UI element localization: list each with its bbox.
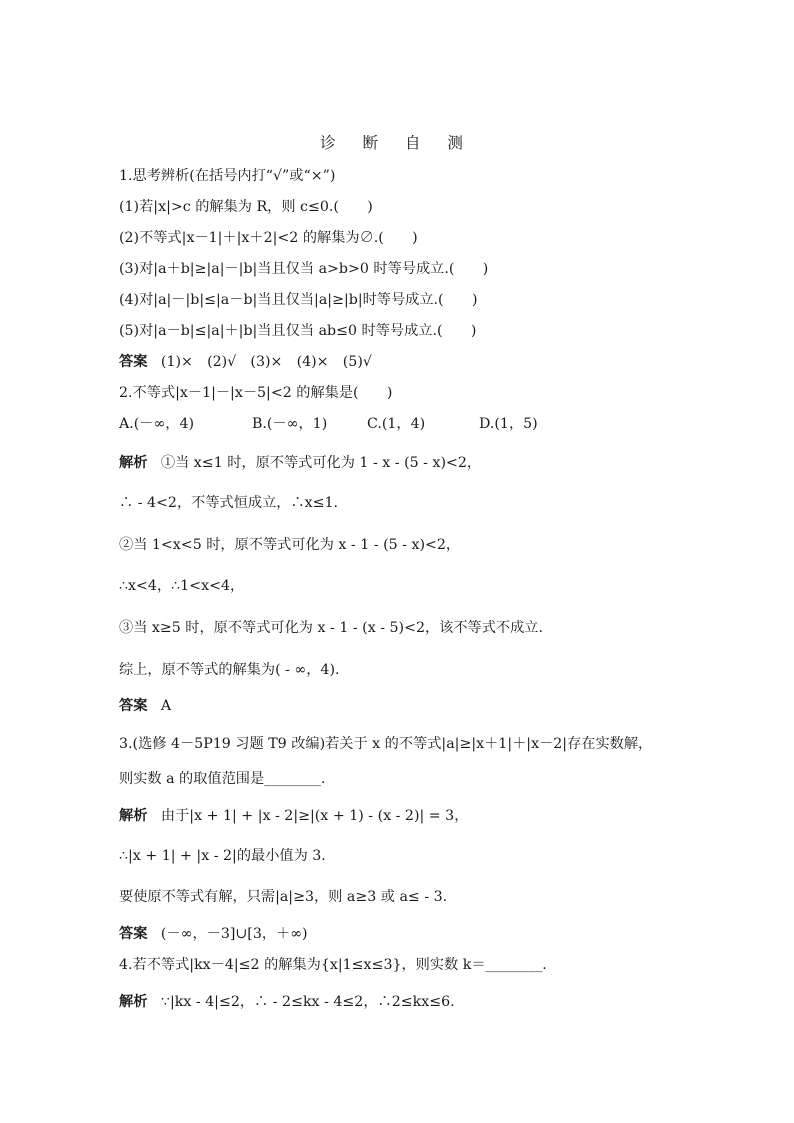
q3-analysis-1 [119,806,468,826]
q3-stem-line-2: 则实数 a 的取值范围是________. [119,771,326,787]
q3-answer [119,924,308,944]
q4-analysis [119,992,455,1012]
q3-analysis-3: 要使原不等式有解，只需|a|≥3，则 a≥3 或 a≤ - 3. [119,889,448,905]
q2-analysis-3: ②当 1<x<5 时，原不等式可化为 x - 1 - (5 - x)<2， [119,537,461,553]
q1-item-5: (5)对|a－b|≤|a|＋|b|当且仅当 ab≤0 时等号成立.( ) [119,323,477,339]
section-title: 诊 断 自 测 [320,134,474,152]
q2-analysis-5: ③当 x≥5 时，原不等式可化为 x - 1 - (x - 5)<2，该不等式不成立. [119,620,543,636]
answer-label: 答案 [119,698,148,714]
q2-option-b: B.(－∞，1) [252,416,328,432]
q2-analysis-2: ∴ - 4<2，不等式恒成立，∴x≤1. [119,495,339,511]
q4-stem: 4.若不等式|kx－4|≤2 的解集为{x|1≤x≤3}，则实数 k＝________. [119,957,547,973]
q3-answer-text: (－∞，－3]∪[3，＋∞) [160,926,308,942]
q3-stem-line-1: 3.(选修 4－5P19 习题 T9 改编)若关于 x 的不等式|a|≥|x＋1|＋|x－2|存在实数解， [119,736,653,752]
answer-label: 答案 [119,926,148,942]
q1-item-1: (1)若|x|>c 的解集为 R，则 c≤0.( ) [119,199,373,215]
q2-option-a: A.(－∞，4) [119,416,195,432]
q3-analysis-2: ∴|x + 1| + |x - 2|的最小值为 3. [119,848,326,864]
q2-stem: 2.不等式|x－1|－|x－5|<2 的解集是( ) [119,385,393,401]
q1-answer-text: (1)× (2)√ (3)× (4)× (5)√ [160,354,372,370]
analysis-label: 解析 [119,808,148,824]
answer-label: 答案 [119,354,148,370]
q2-analysis-4: ∴x<4，∴1<x<4， [119,578,245,594]
q1-item-4: (4)对|a|－|b|≤|a－b|当且仅当|a|≥|b|时等号成立.( ) [119,292,478,308]
q2-answer [119,696,171,716]
q2-answer-text: A [160,698,172,714]
q2-option-c: C.(1，4) [367,416,426,432]
q1-stem: 1.思考辨析(在括号内打“√”或“×”) [119,168,336,184]
q2-analysis-text-1: ①当 x≤1 时，原不等式可化为 1 - x - (5 - x)<2， [160,455,482,471]
q2-analysis-1 [119,453,481,473]
q4-analysis-text: ∵|kx - 4|≤2，∴ - 2≤kx - 4≤2，∴2≤kx≤6. [160,994,455,1010]
q2-option-d: D.(1，5) [479,416,538,432]
q3-analysis-text-1: 由于|x + 1| + |x - 2|≥|(x + 1) - (x - 2)| = 3， [160,808,469,824]
analysis-label: 解析 [119,455,148,471]
analysis-label: 解析 [119,994,148,1010]
q1-item-2: (2)不等式|x－1|＋|x＋2|<2 的解集为∅.( ) [119,230,418,246]
q2-analysis-6: 综上，原不等式的解集为( - ∞，4). [119,662,340,678]
q1-answer [119,352,372,372]
q1-item-3: (3)对|a＋b|≥|a|－|b|当且仅当 a>b>0 时等号成立.( ) [119,261,489,277]
